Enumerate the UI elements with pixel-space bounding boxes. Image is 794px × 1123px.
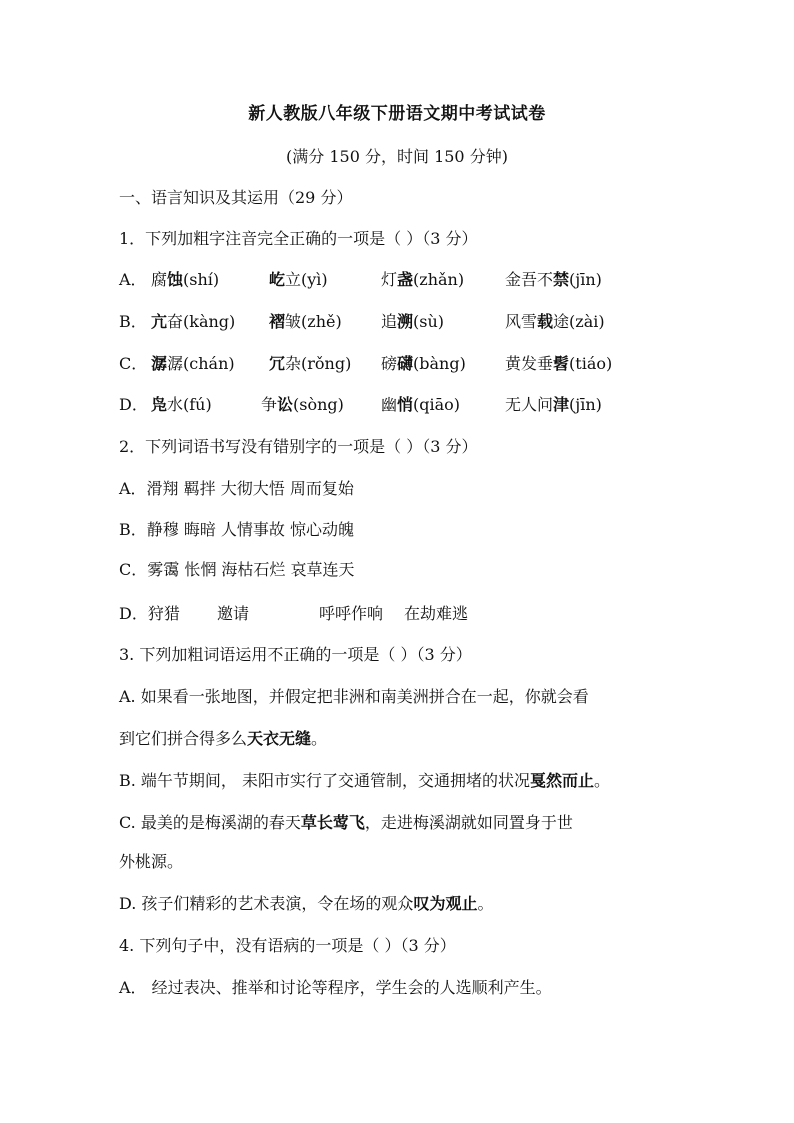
question-3-stem: 3. 下列加粗词语运用不正确的一项是（ ）（3 分） xyxy=(119,645,472,664)
question-4-option-a: A． 经过表决、推举和讨论等程序，学生会的人选顺利产生。 xyxy=(119,978,552,997)
option-item: 金吾不禁(jīn) xyxy=(505,270,602,289)
option-item: D．狩猎 xyxy=(119,604,180,623)
page-subtitle: (满分 150 分，时间 150 分钟) xyxy=(286,147,508,166)
option-item: 凫水(fú) xyxy=(151,395,212,414)
option-label: C． xyxy=(119,354,148,373)
question-3-option-a-line1: A. 如果看一张地图，并假定把非洲和南美洲拼合在一起，你就会看 xyxy=(119,687,589,706)
question-3-option-b: B. 端午节期间， 耒阳市实行了交通管制，交通拥堵的状况戛然而止。 xyxy=(119,771,611,790)
question-3-option-c-line1: C. 最美的是梅溪湖的春天草长莺飞，走进梅溪湖就如同置身于世 xyxy=(119,813,573,832)
option-label: B． xyxy=(119,312,147,331)
option-label: A． xyxy=(119,270,147,289)
option-item: 在劫难逃 xyxy=(404,604,469,623)
question-1-option-b xyxy=(119,311,679,333)
option-item: 褶皱(zhě) xyxy=(269,312,342,331)
option-item: 追溯(sù) xyxy=(381,312,445,331)
option-item: 争讼(sòng) xyxy=(261,395,344,414)
option-item: 潺潺(chán) xyxy=(151,354,235,373)
question-2-option-b: B．静穆 晦暗 人情事故 惊心动魄 xyxy=(119,520,355,539)
option-item: 屹立(yì) xyxy=(269,270,328,289)
option-item: 风雪载途(zài) xyxy=(505,312,605,331)
question-1-stem: 1．下列加粗字注音完全正确的一项是（ ）（3 分） xyxy=(119,229,478,248)
option-item: 邀请 xyxy=(217,604,250,623)
option-item: 幽悄(qiāo) xyxy=(381,395,461,414)
option-item: 呼呼作响 xyxy=(319,604,384,623)
question-1-option-a xyxy=(119,269,679,291)
question-2-option-d xyxy=(119,603,539,625)
option-item: 磅礴(bàng) xyxy=(381,354,466,373)
option-item: 黄发垂髫(tiáo) xyxy=(505,354,613,373)
question-2-option-c: C．雾霭 怅惘 海枯石烂 哀草连天 xyxy=(119,560,355,579)
question-1-option-c xyxy=(119,353,679,375)
question-3-option-d: D. 孩子们精彩的艺术表演，令在场的观众叹为观止。 xyxy=(119,894,494,913)
question-2-option-a: A．滑翔 羁拌 大彻大悟 周而复始 xyxy=(119,479,354,498)
option-item: 无人问津(jīn) xyxy=(505,395,602,414)
question-2-stem: 2．下列词语书写没有错别字的一项是（ ）（3 分） xyxy=(119,437,478,456)
option-item: 灯盏(zhǎn) xyxy=(381,270,465,289)
section-heading: 一、语言知识及其运用（29 分） xyxy=(119,188,353,207)
option-item: 腐蚀(shí) xyxy=(151,270,220,289)
page-title: 新人教版八年级下册语文期中考试试卷 xyxy=(248,104,546,124)
option-item: 亢奋(kàng) xyxy=(151,312,236,331)
option-label: D． xyxy=(119,395,148,414)
question-3-option-c-line2: 外桃源。 xyxy=(119,852,184,871)
question-4-stem: 4. 下列句子中，没有语病的一项是（ ）（3 分） xyxy=(119,936,456,955)
question-3-option-a-line2: 到它们拼合得多么天衣无缝。 xyxy=(119,729,328,748)
question-1-option-d xyxy=(119,394,679,416)
option-item: 冗杂(rǒng) xyxy=(269,354,352,373)
